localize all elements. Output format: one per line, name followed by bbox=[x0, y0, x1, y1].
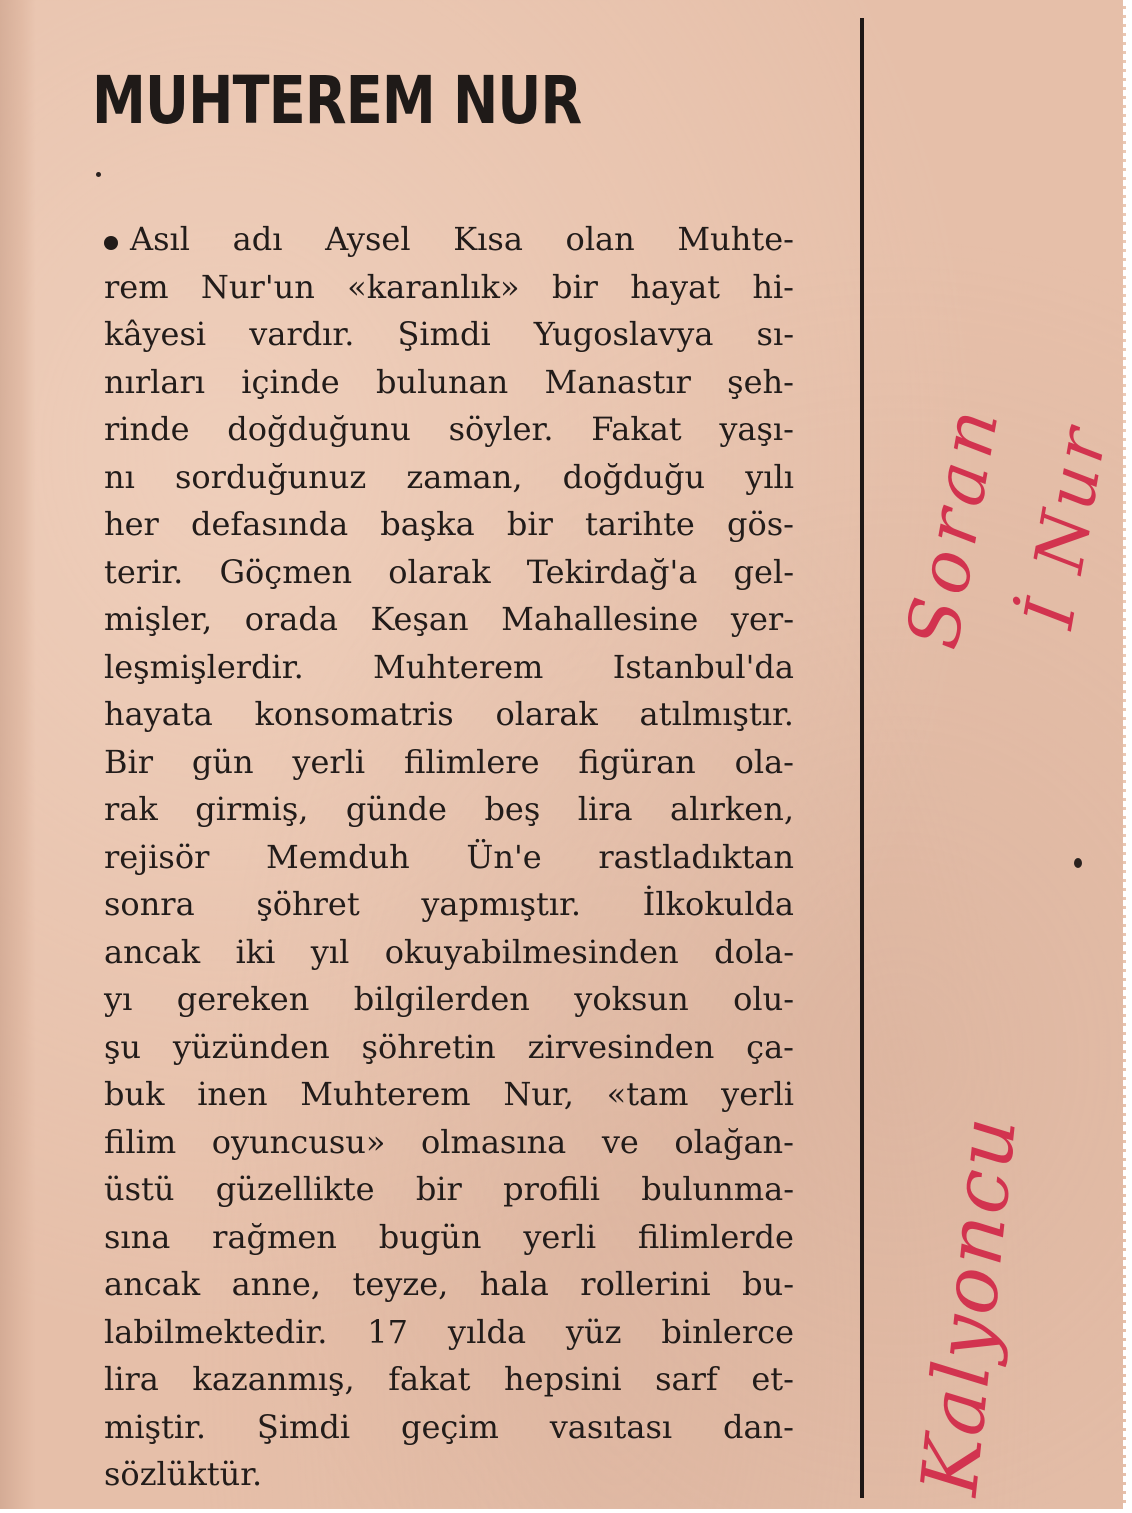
article-line bbox=[104, 1356, 794, 1404]
article-word: nırları bbox=[104, 362, 205, 401]
article-word: Ün'e bbox=[466, 837, 542, 876]
article-line bbox=[104, 1119, 794, 1167]
article-headline: MUHTEREM NUR bbox=[92, 62, 582, 139]
article-word: dan- bbox=[722, 1407, 794, 1446]
article-word: figüran bbox=[578, 742, 696, 781]
article-word: bir bbox=[415, 1170, 462, 1208]
article-line bbox=[104, 834, 794, 882]
article-word: rollerini bbox=[580, 1265, 711, 1303]
article-word: sına bbox=[104, 1217, 171, 1256]
article-word: zirvesinden bbox=[527, 1027, 715, 1066]
article-word: Nur'un bbox=[200, 267, 315, 306]
article-word: Keşan bbox=[370, 600, 469, 638]
article-line bbox=[104, 406, 794, 454]
article-word: şöhretin bbox=[361, 1027, 496, 1066]
article-line bbox=[104, 1404, 794, 1452]
article-word: Muhte- bbox=[677, 220, 794, 258]
article-word: filim bbox=[104, 1122, 177, 1161]
article-word: konsomatris bbox=[254, 695, 454, 733]
article-line bbox=[104, 1309, 794, 1357]
article-word: filimlere bbox=[403, 742, 540, 781]
article-line bbox=[104, 596, 794, 644]
article-word: Manastır bbox=[544, 362, 691, 401]
article-word: doğduğunu bbox=[227, 410, 411, 448]
article-word: labilmektedir. bbox=[104, 1312, 328, 1351]
article-line bbox=[104, 549, 794, 597]
handwritten-note: Kalyoncu bbox=[905, 1111, 1035, 1500]
article-word: sarf bbox=[655, 1360, 718, 1398]
article-word: rağmen bbox=[212, 1217, 337, 1256]
article-word: yapmıştır. bbox=[421, 885, 582, 923]
article-word: gün bbox=[191, 742, 254, 781]
article-word: Tekirdağ'a bbox=[526, 552, 698, 591]
article-word: girmiş, bbox=[195, 790, 309, 828]
article-line bbox=[104, 359, 794, 407]
article-word: rinde bbox=[104, 410, 190, 448]
article-word: Fakat bbox=[591, 410, 682, 448]
bullet-icon bbox=[104, 236, 118, 250]
article-word: Memduh bbox=[266, 837, 410, 876]
article-word: iki bbox=[235, 932, 276, 971]
article-body bbox=[104, 216, 794, 1499]
article-word: sonra bbox=[104, 885, 195, 923]
article-word: Kısa bbox=[453, 220, 523, 258]
article-word: yerli bbox=[292, 742, 366, 781]
article-word: ancak bbox=[104, 932, 201, 971]
article-word: sorduğunuz bbox=[174, 457, 367, 496]
article-word: Yugoslavya bbox=[533, 315, 714, 353]
article-word: rejisör bbox=[104, 837, 210, 876]
article-word: «karanlık» bbox=[347, 267, 520, 306]
article-word: yaşı- bbox=[719, 410, 794, 448]
article-word: başka bbox=[380, 505, 475, 543]
article-line bbox=[104, 1451, 794, 1499]
article-word: 17 bbox=[367, 1312, 409, 1351]
article-word: yüz bbox=[565, 1312, 622, 1351]
article-word: bir bbox=[506, 505, 553, 543]
article-word: yerli bbox=[721, 1075, 794, 1113]
article-word: Muhterem bbox=[373, 647, 544, 686]
article-word: gös- bbox=[726, 505, 794, 543]
article-word: günde bbox=[345, 790, 447, 828]
article-word: et- bbox=[751, 1360, 794, 1398]
article-word: fakat bbox=[388, 1360, 471, 1398]
article-line bbox=[104, 1166, 794, 1214]
article-word: buk bbox=[104, 1075, 165, 1113]
article-line bbox=[104, 929, 794, 977]
article-line bbox=[104, 1261, 794, 1309]
article-word: alırken, bbox=[670, 790, 794, 828]
paper-edge-shadow bbox=[0, 0, 36, 1509]
ink-speck bbox=[1074, 858, 1082, 868]
article-word: gereken bbox=[176, 980, 310, 1018]
article-word: miştir. bbox=[104, 1407, 207, 1446]
article-line bbox=[104, 691, 794, 739]
article-word: defasında bbox=[190, 505, 349, 543]
article-word: rak bbox=[104, 790, 158, 828]
article-word: olmasına bbox=[420, 1122, 567, 1161]
article-line bbox=[104, 501, 794, 549]
article-word: üstü bbox=[104, 1170, 175, 1208]
article-line bbox=[104, 264, 794, 312]
article-word: filimlerde bbox=[637, 1217, 794, 1256]
article-line bbox=[104, 454, 794, 502]
article-line bbox=[104, 216, 794, 264]
handwritten-note: Soran bbox=[890, 397, 1016, 655]
article-word: rem bbox=[104, 267, 169, 306]
article-word: hi- bbox=[752, 267, 794, 306]
article-word: olarak bbox=[495, 695, 598, 733]
article-word: bir bbox=[551, 267, 598, 306]
article-word: sı- bbox=[756, 315, 794, 353]
article-word: olarak bbox=[388, 552, 491, 591]
article-word: hayat bbox=[630, 267, 720, 306]
article-word: lira bbox=[104, 1360, 159, 1398]
article-line bbox=[104, 739, 794, 787]
article-word: bu- bbox=[742, 1265, 794, 1303]
article-word: gel- bbox=[733, 552, 794, 591]
article-word: tarihte bbox=[584, 505, 695, 543]
article-word: dola- bbox=[714, 932, 794, 971]
article-word: yer- bbox=[730, 600, 794, 638]
article-word: yıl bbox=[310, 932, 350, 971]
article-word: bilgilerden bbox=[353, 980, 530, 1018]
article-word: şu bbox=[104, 1027, 142, 1066]
article-word: beş bbox=[484, 790, 541, 828]
article-word: Şimdi bbox=[397, 315, 491, 353]
article-word: nı bbox=[104, 457, 135, 496]
article-word: şeh- bbox=[727, 362, 794, 401]
article-line bbox=[104, 976, 794, 1024]
article-word: olağan- bbox=[674, 1122, 794, 1161]
article-word: ancak bbox=[104, 1265, 201, 1303]
ink-speck bbox=[96, 172, 101, 177]
article-word: ve bbox=[601, 1122, 639, 1161]
article-word: bugün bbox=[378, 1217, 482, 1256]
article-word: mişler, bbox=[104, 600, 213, 638]
column-rule bbox=[860, 18, 864, 1498]
article-word: içinde bbox=[241, 362, 340, 401]
article-word: Istanbul'da bbox=[612, 647, 794, 686]
article-line bbox=[104, 1214, 794, 1262]
article-word: terir. bbox=[104, 552, 184, 591]
article-word: ola- bbox=[734, 742, 794, 781]
article-word: okuyabilmesinden bbox=[384, 932, 679, 971]
article-word: yüzünden bbox=[172, 1027, 330, 1066]
article-word: bulunma- bbox=[641, 1170, 794, 1208]
article-word: lira bbox=[577, 790, 633, 828]
article-word: yılı bbox=[745, 457, 794, 496]
article-word: yı bbox=[104, 980, 133, 1018]
article-word: atılmıştır. bbox=[639, 695, 794, 733]
article-word: Mahallesine bbox=[501, 600, 699, 638]
article-word: inen bbox=[197, 1075, 268, 1113]
article-word: geçim bbox=[400, 1407, 499, 1446]
article-line bbox=[104, 786, 794, 834]
article-word: şöhret bbox=[256, 885, 360, 923]
article-word: hepsini bbox=[504, 1360, 622, 1398]
article-word: olan bbox=[565, 220, 635, 258]
article-word: zaman, bbox=[406, 457, 523, 496]
article-word: her bbox=[104, 505, 159, 543]
article-word: binlerce bbox=[661, 1312, 794, 1351]
article-word: Şimdi bbox=[256, 1407, 351, 1446]
article-word: leşmişlerdir. bbox=[104, 647, 304, 686]
article-line bbox=[104, 311, 794, 359]
article-word: profili bbox=[503, 1170, 600, 1208]
article-word: rastladıktan bbox=[598, 837, 794, 876]
article-word: «tam bbox=[606, 1075, 689, 1113]
article-line bbox=[104, 644, 794, 692]
article-word: kazanmış, bbox=[192, 1360, 355, 1398]
article-word: Asıl bbox=[130, 220, 190, 258]
article-word: yoksun bbox=[574, 980, 689, 1018]
article-word: adı bbox=[232, 220, 283, 258]
article-word: kâyesi bbox=[104, 315, 207, 353]
article-word: oyuncusu» bbox=[211, 1122, 386, 1161]
article-word: güzellikte bbox=[215, 1170, 375, 1208]
article-word: anne, bbox=[231, 1265, 321, 1303]
article-word: Göçmen bbox=[219, 552, 353, 591]
article-word: yerli bbox=[523, 1217, 597, 1256]
article-word: doğduğu bbox=[562, 457, 706, 496]
article-word: sözlüktür. bbox=[104, 1455, 263, 1493]
article-word: yılda bbox=[447, 1312, 527, 1351]
article-word: olu- bbox=[733, 980, 794, 1018]
article-word: İlkokulda bbox=[642, 885, 794, 923]
article-word: söyler. bbox=[448, 410, 554, 448]
article-word: vardır. bbox=[249, 315, 355, 353]
handwritten-note: İ Nur bbox=[1010, 418, 1124, 634]
article-line bbox=[104, 1024, 794, 1072]
article-word: teyze, bbox=[352, 1265, 449, 1303]
article-word: hala bbox=[479, 1265, 549, 1303]
article-word: Bir bbox=[104, 742, 154, 781]
article-word: hayata bbox=[104, 695, 213, 733]
article-word: vasıtası bbox=[549, 1407, 673, 1446]
article-word: orada bbox=[244, 600, 338, 638]
article-word: ça- bbox=[746, 1027, 794, 1066]
article-word: Nur, bbox=[503, 1075, 574, 1113]
article-word: Muhterem bbox=[300, 1075, 471, 1113]
article-word: bulunan bbox=[376, 362, 509, 401]
article-word: Aysel bbox=[325, 220, 411, 258]
article-line bbox=[104, 881, 794, 929]
article-line bbox=[104, 1071, 794, 1119]
